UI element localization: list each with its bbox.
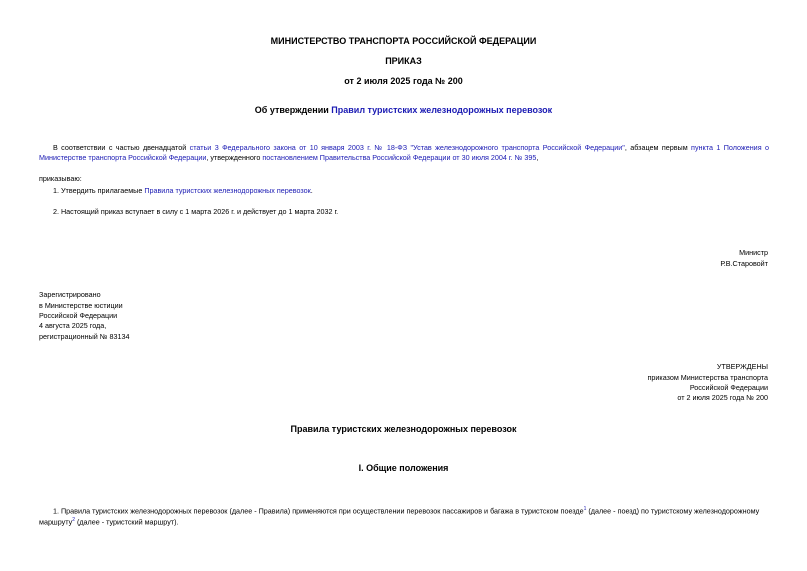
prikazyvayu-label: приказываю: [39, 174, 82, 183]
footnote-ref-2[interactable]: 2 [72, 517, 75, 523]
preamble-text-1: В соответствии с частью двенадцатой [53, 143, 190, 152]
rules-title: Правила туристских железнодорожных перевозок [290, 424, 517, 434]
order-title-link[interactable]: Правил туристских железнодорожных перевозок [331, 105, 553, 115]
approved-line-1: УТВЕРЖДЕНЫ [716, 362, 768, 371]
order-title-prefix: Об утверждении [254, 105, 332, 115]
footnote-ref-1[interactable]: 1 [583, 506, 587, 512]
order-title [0, 105, 807, 115]
rules-paragraph-1-text: 1. Правила туристских железнодорожных перевозок (далее - Правила) применяются при осуществлении перевозок пассажиров и багажа в туристском поезде [53, 506, 584, 516]
ministry-heading: МИНИСТЕРСТВО ТРАНСПОРТА РОССИЙСКОЙ ФЕДЕРАЦИИ [270, 36, 537, 46]
rules-paragraph-1-text-end: (далее - туристский маршрут). [74, 517, 179, 527]
doc-type-heading: ПРИКАЗ [385, 56, 422, 66]
registration-line-5: регистрационный № 83134 [39, 332, 130, 341]
preamble-link-government-decree[interactable]: постановлением Правительства Российской Федерации от 30 июля 2004 г. № 395 [262, 153, 537, 162]
order-item-1-link[interactable]: Правила туристских железнодорожных перевозок [144, 186, 311, 195]
preamble-paragraph [39, 143, 769, 163]
registration-line-4: 4 августа 2025 года, [39, 321, 107, 330]
rules-paragraph-1-line-2 [39, 515, 179, 527]
registration-line-3: Российской Федерации [39, 311, 118, 320]
approved-line-2: приказом Министерства транспорта [647, 373, 768, 382]
order-item-2: 2. Настоящий приказ вступает в силу с 1 марта 2026 г. и действует до 1 марта 2032 г. [53, 207, 339, 216]
preamble-link-railway-charter[interactable]: статьи 3 Федерального закона от 10 января 2003 г. № 18-ФЗ "Устав железнодорожного транспорта Российской Федерации" [189, 143, 625, 152]
approved-line-3: Российской Федерации [689, 383, 768, 392]
rules-paragraph-1-text-mid: (далее - поезд) по туристскому железнодорожному [586, 506, 760, 516]
order-item-1-suffix: . [310, 186, 313, 195]
rules-paragraph-1-text-2: маршруту [39, 517, 73, 527]
preamble-text-3: , утвержденного [206, 153, 263, 162]
registration-line-1: Зарегистрировано [39, 290, 101, 299]
order-date-number: от 2 июля 2025 года № 200 [344, 76, 463, 86]
approved-line-4: от 2 июля 2025 года № 200 [677, 393, 768, 402]
registration-line-2: в Министерстве юстиции [39, 301, 123, 310]
section-heading: I. Общие положения [358, 463, 449, 473]
order-item-1-prefix: 1. Утвердить прилагаемые [53, 186, 145, 195]
signature-name: Р.В.Старовойт [720, 259, 768, 268]
signature-position: Министр [739, 248, 768, 257]
preamble-text-2: , абзацем первым [624, 143, 692, 152]
preamble-text-4: , [536, 153, 539, 162]
order-item-1 [53, 186, 313, 196]
preamble-link-ministry-regulation[interactable]: пункта 1 Положения о Министерстве транспорта Российской Федерации [39, 143, 769, 162]
